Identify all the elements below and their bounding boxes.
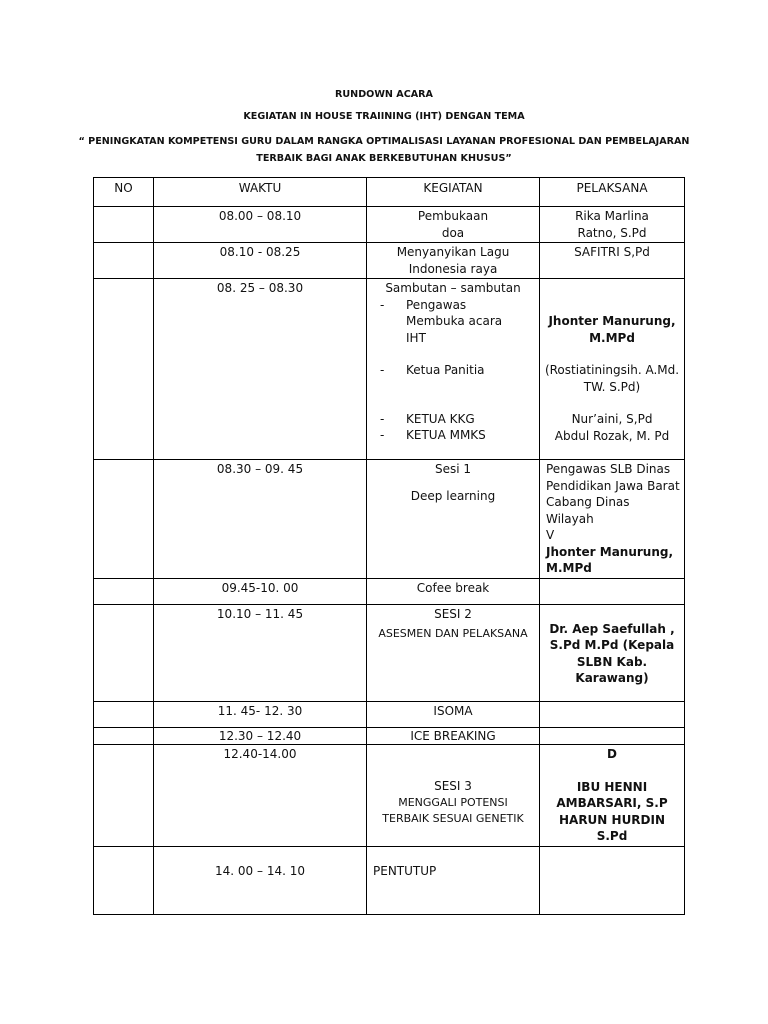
item-text: KETUA KKG bbox=[406, 411, 475, 426]
dash-marker: - bbox=[380, 411, 385, 426]
rundown-table bbox=[93, 177, 685, 915]
kegiatan-line: Sesi 1 bbox=[434, 462, 472, 476]
table-header-row bbox=[94, 178, 685, 207]
item-text: Membuka acara bbox=[406, 314, 503, 328]
cell-kegiatan: ISOMA bbox=[367, 701, 540, 727]
table-row bbox=[94, 578, 685, 604]
cell-pelaksana bbox=[540, 846, 685, 914]
table-row bbox=[94, 846, 685, 914]
col-header-waktu: WAKTU bbox=[154, 178, 367, 207]
item-text: KETUA MMKS bbox=[406, 428, 486, 442]
pelaksana-line: Jhonter Manurung, bbox=[546, 544, 674, 559]
pelaksana-line: Nur’aini, S,Pd bbox=[571, 412, 653, 426]
pelaksana-line: Pendidikan Jawa Barat bbox=[546, 478, 680, 493]
cell-pelaksana bbox=[540, 727, 685, 745]
cell-waktu: 08.30 – 09. 45 bbox=[154, 460, 367, 579]
dash-marker: - bbox=[380, 363, 385, 377]
cell-waktu: 08.10 - 08.25 bbox=[154, 243, 367, 279]
pelaksana-line: Jhonter Manurung, bbox=[548, 314, 676, 328]
cell-waktu: 08. 25 – 08.30 bbox=[154, 279, 367, 460]
col-header-pelaksana: PELAKSANA bbox=[540, 178, 685, 207]
cell-no bbox=[94, 578, 154, 604]
kegiatan-line: Pembukaan bbox=[417, 209, 489, 223]
cell-no bbox=[94, 460, 154, 579]
doc-title: RUNDOWN ACARA bbox=[335, 89, 433, 100]
item-text: Ketua Panitia bbox=[406, 363, 485, 377]
pelaksana-line: Pengawas SLB Dinas bbox=[546, 462, 671, 476]
cell-no bbox=[94, 243, 154, 279]
cell-kegiatan bbox=[367, 745, 540, 847]
table-row bbox=[94, 701, 685, 727]
kegiatan-line: TERBAIK SESUAI GENETIK bbox=[382, 812, 524, 825]
kegiatan-line: doa bbox=[441, 225, 465, 240]
cell-waktu: 08.00 – 08.10 bbox=[154, 207, 367, 243]
cell-no bbox=[94, 604, 154, 701]
pelaksana-line: AMBARSARI, S.P bbox=[556, 796, 668, 810]
cell-pelaksana bbox=[540, 460, 685, 579]
list-item bbox=[371, 411, 535, 428]
item-text: IHT bbox=[406, 330, 426, 345]
cell-pelaksana bbox=[540, 604, 685, 701]
pelaksana-line: Abdul Rozak, M. Pd bbox=[554, 428, 670, 443]
list-item bbox=[371, 297, 535, 347]
cell-no bbox=[94, 727, 154, 745]
table-row bbox=[94, 604, 685, 701]
cell-no bbox=[94, 701, 154, 727]
cell-pelaksana bbox=[540, 279, 685, 460]
kegiatan-title: Sambutan – sambutan bbox=[385, 281, 521, 295]
cell-pelaksana bbox=[540, 578, 685, 604]
kegiatan-line: SESI 3 bbox=[434, 779, 472, 793]
pelaksana-line: Rika Marlina bbox=[575, 209, 649, 223]
pelaksana-line: IBU HENNI bbox=[576, 779, 648, 794]
cell-pelaksana: SAFITRI S,Pd bbox=[540, 243, 685, 279]
doc-theme-line2: TERBAIK BAGI ANAK BERKEBUTUHAN KHUSUS” bbox=[256, 153, 512, 164]
cell-no bbox=[94, 745, 154, 847]
cell-no bbox=[94, 207, 154, 243]
cell-no bbox=[94, 846, 154, 914]
list-item bbox=[371, 427, 535, 444]
cell-kegiatan bbox=[367, 460, 540, 579]
table-row bbox=[94, 279, 685, 460]
list-item bbox=[371, 362, 535, 379]
cell-pelaksana bbox=[540, 207, 685, 243]
cell-kegiatan: PENTUTUP bbox=[367, 846, 540, 914]
kegiatan-line: ASESMEN DAN PELAKSANA bbox=[378, 627, 528, 640]
pelaksana-line: D bbox=[607, 747, 617, 761]
doc-theme-line1: “ PENINGKATAN KOMPETENSI GURU DALAM RANGKA OPTIMALISASI LAYANAN PROFESIONAL DAN PEMBELAJARAN bbox=[78, 136, 690, 147]
pelaksana-line: M.MPd bbox=[589, 330, 635, 345]
col-header-no: NO bbox=[94, 178, 154, 207]
pelaksana-line: SLBN Kab. Karawang) bbox=[575, 654, 649, 685]
cell-waktu: 11. 45- 12. 30 bbox=[154, 701, 367, 727]
sambutan-list bbox=[371, 297, 535, 444]
cell-kegiatan: Cofee break bbox=[367, 578, 540, 604]
item-text: Pengawas bbox=[406, 297, 467, 312]
pelaksana-line: M.MPd bbox=[546, 561, 592, 575]
cell-waktu: 14. 00 – 14. 10 bbox=[154, 846, 367, 914]
pelaksana-line: Dr. Aep Saefullah , bbox=[549, 621, 675, 636]
dash-marker: - bbox=[380, 297, 385, 312]
dash-marker: - bbox=[380, 428, 385, 442]
pelaksana-line: (Rostiatiningsih. A.Md. bbox=[544, 363, 680, 377]
cell-pelaksana bbox=[540, 745, 685, 847]
pelaksana-line: Cabang Dinas Wilayah bbox=[546, 495, 630, 526]
table-row bbox=[94, 745, 685, 847]
cell-pelaksana bbox=[540, 701, 685, 727]
kegiatan-line: Indonesia raya bbox=[408, 261, 498, 276]
kegiatan-line: MENGGALI POTENSI bbox=[398, 795, 508, 809]
cell-waktu: 10.10 – 11. 45 bbox=[154, 604, 367, 701]
pelaksana-line: TW. S.Pd) bbox=[583, 379, 641, 394]
table-row bbox=[94, 243, 685, 279]
cell-kegiatan bbox=[367, 604, 540, 701]
pelaksana-line: V bbox=[546, 528, 555, 542]
pelaksana-line: S.Pd M.Pd (Kepala bbox=[549, 638, 675, 652]
cell-waktu: 12.30 – 12.40 bbox=[154, 727, 367, 745]
kegiatan-line: Menyanyikan Lagu bbox=[396, 245, 510, 259]
table-row bbox=[94, 207, 685, 243]
cell-waktu: 12.40-14.00 bbox=[154, 745, 367, 847]
cell-kegiatan bbox=[367, 207, 540, 243]
cell-kegiatan bbox=[367, 243, 540, 279]
table-row bbox=[94, 460, 685, 579]
cell-no bbox=[94, 279, 154, 460]
pelaksana-line: Ratno, S.Pd bbox=[577, 225, 647, 240]
cell-kegiatan bbox=[367, 279, 540, 460]
kegiatan-line: Deep learning bbox=[410, 488, 496, 503]
kegiatan-line: SESI 2 bbox=[434, 606, 472, 621]
doc-subtitle: KEGIATAN IN HOUSE TRAIINING (IHT) DENGAN TEMA bbox=[243, 111, 525, 122]
cell-waktu: 09.45-10. 00 bbox=[154, 578, 367, 604]
pelaksana-line: HARUN HURDIN S.Pd bbox=[558, 812, 666, 843]
cell-kegiatan: ICE BREAKING bbox=[367, 727, 540, 745]
col-header-kegiatan: KEGIATAN bbox=[367, 178, 540, 207]
table-row bbox=[94, 727, 685, 745]
